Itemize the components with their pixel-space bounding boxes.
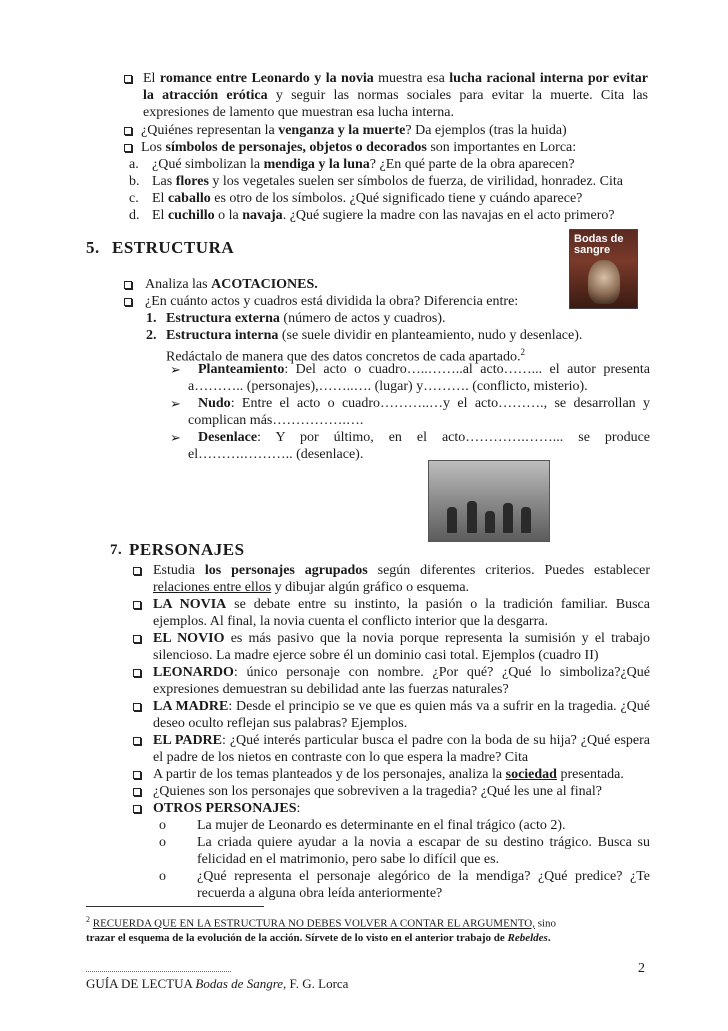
arrow-bullet-icon: ➢ bbox=[170, 430, 181, 445]
footer-text: GUÍA DE LECTUA Bodas de Sangre, F. G. Lorca bbox=[86, 976, 349, 991]
nudo-item: Nudo: Entre el acto o cuadro………..…y el acto………., se desarrollan y complican más…………….…. bbox=[188, 396, 650, 428]
square-bullet-icon bbox=[133, 737, 141, 745]
estructura-item-1: Analiza las ACOTACIONES. bbox=[145, 277, 318, 292]
book-cover-image: Bodas de sangre bbox=[569, 229, 638, 309]
square-bullet-icon bbox=[124, 75, 132, 83]
arrow-bullet-icon: ➢ bbox=[170, 396, 181, 411]
square-bullet-icon bbox=[124, 127, 132, 135]
list-letter: d. bbox=[129, 208, 140, 223]
personajes-item-agrupados: Estudia los personajes agrupados según diferentes criterios. Puedes establecer relaciones entre ellos y dibujar algún gráfico o esquema. bbox=[153, 563, 650, 595]
footnote-line-2: trazar el esquema de la evolución de la acción. Sírvete de lo visto en el anterior trabajo de Rebeldes. bbox=[86, 932, 551, 944]
section-title: ESTRUCTURA bbox=[112, 238, 235, 257]
otros-mendiga: ¿Qué representa el personaje alegórico de la mendiga? ¿Qué predice? ¿Te recuerda a alguna obra leída anteriormente? bbox=[197, 869, 650, 901]
play-scene-photo bbox=[428, 460, 550, 542]
circle-bullet-icon: o bbox=[159, 835, 166, 850]
square-bullet-icon bbox=[133, 788, 141, 796]
square-bullet-icon bbox=[133, 635, 141, 643]
estructura-item-2: ¿En cuánto actos y cuadros está dividida la obra? Diferencia entre: bbox=[145, 294, 519, 309]
desenlace-item: Desenlace: Y por último, en el acto………….……... se produce el……….……….. (desenlace). bbox=[188, 430, 650, 462]
otros-mujer-leonardo: La mujer de Leonardo es determinante en el final trágico (acto 2). bbox=[197, 818, 566, 833]
symbol-item-c: El caballo es otro de los símbolos. ¿Qué significado tiene y cuándo aparece? bbox=[152, 191, 583, 206]
estructura-externa: Estructura externa (número de actos y cuadros). bbox=[166, 311, 446, 326]
numbered-marker: 2. bbox=[146, 328, 157, 343]
circle-bullet-icon: o bbox=[159, 818, 166, 833]
square-bullet-icon bbox=[133, 567, 141, 575]
footnote-ref: 2 bbox=[520, 347, 525, 357]
portrait-shape bbox=[588, 260, 620, 304]
footnote: $^2$ RECUERDA QUE EN LA ESTRUCTURA NO DEBES VOLVER A CONTAR EL ARGUMENTO, sino bbox=[86, 915, 557, 930]
intro-bullet-3: Los símbolos de personajes, objetos o decorados son importantes en Lorca: bbox=[141, 140, 577, 155]
square-bullet-icon bbox=[124, 281, 132, 289]
square-bullet-icon bbox=[124, 144, 132, 152]
intro-bullet-2: ¿Quiénes representan la venganza y la muerte? Da ejemplos (tras la huida) bbox=[141, 123, 567, 138]
footer-separator bbox=[86, 971, 231, 972]
personajes-item-otros: OTROS PERSONAJES: bbox=[153, 801, 301, 816]
footnote-separator bbox=[86, 906, 264, 907]
personajes-item-leonardo: LEONARDO: único personaje con nombre. ¿Por qué? ¿Qué lo simboliza?¿Qué expresiones demuestran su debilidad ante las fuerzas naturales? bbox=[153, 665, 650, 697]
square-bullet-icon bbox=[133, 703, 141, 711]
otros-criada: La criada quiere ayudar a la novia a escapar de su destino trágico. Busca su felicidad en el matrimonio, pero sabe lo difícil que es. bbox=[197, 835, 650, 867]
redacta-instruction: Redáctalo de manera que des datos concretos de cada apartado.$^2$ bbox=[166, 347, 525, 365]
square-bullet-icon bbox=[133, 771, 141, 779]
list-letter: a. bbox=[129, 157, 139, 172]
intro-bullet-1: El romance entre Leonardo y la novia muestra esa lucha racional interna por evitar la atracción erótica y seguir las normas sociales para evitar la muerte. Cita las expresiones de lamento que muestran esa lucha interna. bbox=[143, 71, 649, 120]
symbol-item-d: El cuchillo o la navaja. ¿Qué sugiere la madre con las navajas en el acto primero? bbox=[152, 208, 615, 223]
personajes-item-sobreviven: ¿Quienes son los personajes que sobreviven a la tragedia? ¿Qué les une al final? bbox=[153, 784, 602, 799]
circle-bullet-icon: o bbox=[159, 869, 166, 884]
arrow-bullet-icon: ➢ bbox=[170, 362, 181, 377]
symbol-item-a: ¿Qué simbolizan la mendiga y la luna? ¿En qué parte de la obra aparecen? bbox=[152, 157, 575, 172]
symbol-item-b: Las flores y los vegetales suelen ser símbolos de fuerza, de virilidad, honradez. Cita bbox=[152, 174, 623, 189]
personajes-item-madre: LA MADRE: Desde el principio se ve que es quien más va a sufrir en la tragedia. ¿Qué deseo oculto reflejan sus palabras? Ejemplos. bbox=[153, 699, 650, 731]
personajes-item-sociedad: A partir de los temas planteados y de los personajes, analiza la sociedad presentada. bbox=[153, 767, 624, 782]
square-bullet-icon bbox=[124, 298, 132, 306]
personajes-item-padre: EL PADRE: ¿Qué interés particular busca el padre con la boda de su hija? ¿Qué espera el padre de los nietos en contraste con lo que espera la madre? Cita bbox=[153, 733, 651, 765]
section-title: PERSONAJES bbox=[129, 540, 245, 559]
personajes-item-novia: LA NOVIA se debate entre su instinto, la pasión o la tradición familiar. Busca ejemplos. Al final, la novia cuenta el conflicto interior que la desgarra. bbox=[153, 597, 650, 629]
section-number: 7. bbox=[110, 542, 123, 558]
numbered-marker: 1. bbox=[146, 311, 157, 326]
square-bullet-icon bbox=[133, 601, 141, 609]
page-number: 2 bbox=[638, 961, 645, 976]
planteamiento-item: Planteamiento: Del acto o cuadro…..……..al acto……... el autor presenta a……….. (personajes),……..…. (lugar) y………. (conflicto, misterio). bbox=[188, 362, 650, 394]
list-letter: c. bbox=[129, 191, 139, 206]
estructura-interna: Estructura interna (se suele dividir en planteamiento, nudo y desenlace). bbox=[166, 328, 583, 343]
square-bullet-icon bbox=[133, 669, 141, 677]
square-bullet-icon bbox=[133, 805, 141, 813]
list-letter: b. bbox=[129, 174, 140, 189]
personajes-item-novio: EL NOVIO es más pasivo que la novia porque representa la sumisión y el trabajo silencioso. La madre ejerce sobre él un dominio casi total. Ejemplos (cuadro II) bbox=[153, 631, 650, 663]
section-number: 5. bbox=[86, 238, 100, 257]
